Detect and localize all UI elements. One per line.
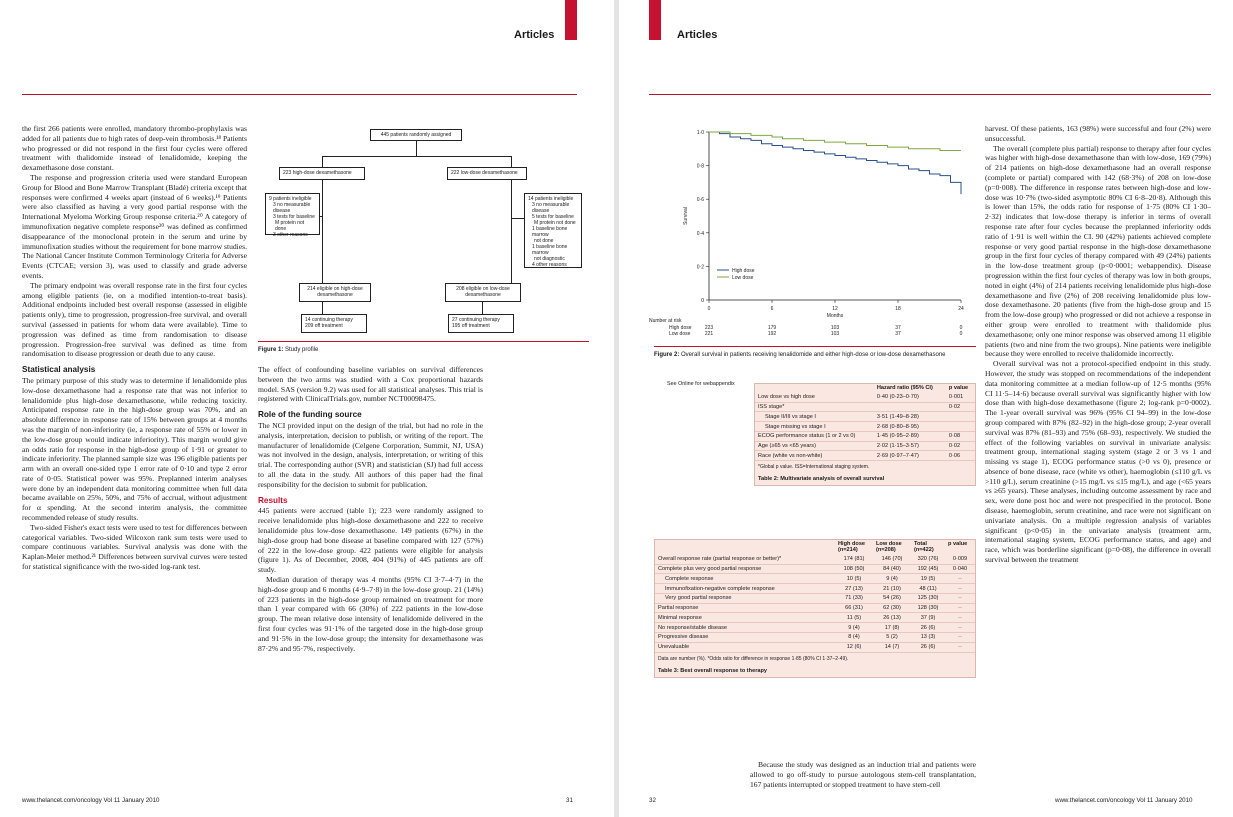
table-row [755,451,975,461]
table-row [655,642,975,652]
y-tick-label: 0·8 [696,163,704,170]
table-row [755,393,975,402]
flow-box-high-dose: 223 high-dose dexamethasone [279,167,365,180]
table-cell: 9 (4) [873,574,911,584]
figure-2-survival-chart [649,118,979,346]
page-header: Articles [514,29,555,41]
table-cell: 192 (45) [911,564,945,574]
table-cell: 13 (3) [911,633,945,643]
table-cell: 19 (5) [911,574,945,584]
table-cell: 12 (6) [835,642,873,652]
header-red-bar [565,0,577,40]
table-cell: 125 (30) [911,593,945,603]
table-cell: 0·009 [945,555,975,564]
table-3-caption: Table 3: Best overall response to therapy [658,667,768,674]
table-row [755,402,975,412]
series-line-low-dose [709,132,961,150]
table-cell-label: Stage missing vs stage I [755,422,874,432]
figure-1-caption: Figure 1: Study profile [258,347,319,353]
flow-box-continuing-low: 27 continuing therapy 195 off treatment [448,314,514,333]
left-column-1 [22,124,247,804]
table-row [655,574,975,584]
table-row [655,555,975,564]
at-risk-value: 37 [895,331,901,337]
table-cell-label: Minimal response [655,613,835,623]
x-tick-label: 12 [832,306,838,312]
at-risk-value: 179 [767,325,777,331]
paragraph: the first 266 patients were enrolled, mandatory thrombo-prophylaxis was added for all patients due to high rates of deep-vein thrombosis.¹⁸ Patients who progressed or did not respond in the first four cycles were offered treatment with thalidomide instead of lenalidomide, keeping the dexamethasone dose constant. [22,124,247,173]
left-page [0,0,614,817]
section-heading: Role of the funding source [258,410,362,420]
table-header [755,384,874,393]
table-cell-label: Very good partial response [655,593,835,603]
header-red-bar [649,0,661,40]
table-cell: 48 (11) [911,584,945,594]
flow-connector [511,156,512,167]
flow-box-eligible-low: 208 eligible on low-dose dexamethasone [445,283,521,302]
table-cell: 128 (30) [911,603,945,613]
table-cell: 27 (13) [835,584,873,594]
table-row [655,584,975,594]
table-cell: ·· [945,623,975,633]
table-cell-label: Progressive disease [655,633,835,643]
table-cell: ·· [945,593,975,603]
flow-box-ineligible-low: 14 patients ineligible 3 no measurable disease 5 tests for baseline M protein not done 1 baseline bone marrow not done 1 baseline bone marrow not diagnostic 4 other reasons [524,193,582,268]
table-note: *Global p value. ISS=International staging system. [758,464,870,471]
figure-rule [654,346,976,347]
table-cell-label: Immunofixation-negative complete response [655,584,835,594]
x-axis-label: Months [826,313,844,319]
table-cell: 71 (33) [835,593,873,603]
table-cell-label: No response/stable disease [655,623,835,633]
table-2 [754,383,976,486]
table-header: p value [948,541,968,548]
table-row [655,613,975,623]
table-3 [654,539,976,678]
at-risk-value: 103 [830,325,840,331]
at-risk-value: 0 [959,325,963,331]
table-cell: 2·69 (0·97–7·47) [874,451,946,461]
online-appendix-note: See Online for webappendix [667,381,735,387]
table-cell: 0·040 [945,564,975,574]
table-cell [874,402,946,412]
table-row [755,441,975,451]
figure-2-caption: Figure 2: Overall survival in patients receiving lenalidomide and either high-dose or low-dose dexamethasone [654,352,946,358]
table-cell-label: Stage II/III vs stage I [755,412,874,422]
table-header: Low dose (n=208) [876,541,902,554]
page-number: 31 [566,797,573,804]
x-tick-label: 24 [958,306,964,312]
paragraph: Overall survival was not a protocol-specified endpoint in this study. However, the study was stopped on recommendations of the independent data monitoring committee at a median follow-up of 12·5 months (95% CI 11·5–14·6) because overall survival was significantly higher with low dose than with high-dose dexamethasone (figure 2; log-rank p=0·0002). The 1-year overall survival was 96% (95% CI 94–99) in the low-dose group compared with 87% (82–92) in the high-dose group; 2-year overall survival was 87% (81–93) and 75% (68–93), respectively. We studied the effect of the following variables on survival in univariate analysis: treatment group, international staging system (stage 2 or 3 vs 1 and missing vs stage 1), ECOG performance status (>0 vs 0), presence or absence of bone disease, race (white vs other), haemoglobin (≤110 g/L vs >110 g/L), serum creatinine (>15 mg/L vs ≤15 mg/L), and age (<65 years vs ≥65 years). These analyses, including outcome assessment by race and sex, were done post hoc and were not prespecified in the protocol. Bone disease, haemoglobin, serum creatinine, and race were not significant on univariate analysis. On a multiple regression analysis of variables significant (p<0·05) in the univariate analysis (treatment arm, international staging system, ECOG performance status, and age) and race, which was borderline significant (p=0·08), the difference in overall survival between the treatment [985,359,1211,565]
paragraph: The primary purpose of this study was to determine if lenalidomide plus low-dose dexamethasone had a response rate that was not inferior to lenalidomide plus high-dose dexamethasone, while reducing toxicity. Anticipated response rate in the high-dose group was 70%, and an absolute difference in response rate of 15% between groups at 4 months was the margin of non-inferiority (ie, a response rate of 55% or lower in the low-dose group would indicate inferiority). This margin would give an odds ratio for response in the high-dose group of 1·91 or greater to indicate inferiority. The planned sample size was 196 eligible patients per arm with an overall one-sided type 1 error rate of 0·10 and type 2 error rate of 0·05. Statistical power was 95%. Preplanned interim analyses were done by an independent data monitoring committee when full data became available on 25%, 50%, and 75% of accrual, without adjustment for α spending. At the second interim analysis, the committee recommended release of study results. [22,375,247,523]
table-cell: 0·02 [946,441,975,451]
right-page [619,0,1233,817]
section-heading: Statistical analysis [22,365,96,375]
flow-connector [322,156,511,157]
flow-connector [482,302,483,314]
flow-connector [322,156,323,167]
table-cell: 0·40 (0·23–0·70) [874,393,946,402]
table-cell: 0·06 [946,451,975,461]
table-cell: 37 (9) [911,613,945,623]
paragraph: Median duration of therapy was 4 months (95% CI 3·7–4·7) in the high-dose group and 6 months (4·9–7·8) in the low-dose group. 21 (14%) of 223 patients in the high-dose group remained on treatment for more than 1 year compared with 66 (30%) of 222 patients in the low-dose group. The mean relative dose intensity of lenalidomide delivered in the first four cycles was 91·1% of the targeted dose in the high-dose group and 91·5% in the low-dose group; the intensity for dexamethasone was 87·2% and 95·7%, respectively. [258,574,483,653]
table-cell-label: Low dose vs high dose [755,393,874,402]
table-row [755,412,975,422]
footer-url: www.thelancet.com/oncology Vol 11 January 2010 [22,797,160,804]
series-line-high-dose [709,132,961,194]
table-cell: 0·001 [946,393,975,402]
table-cell: 0·02 [946,402,975,412]
table-cell: 66 (31) [835,603,873,613]
table-cell-label: Complete response [655,574,835,584]
flow-connector [322,180,323,283]
table-cell-label: Unevaluable [655,642,835,652]
paragraph: The response and progression criteria used were standard European Group for Blood and Bone Marrow Transplant (Bladé) criteria except that responses were confirmed 4 weeks apart (instead of 6 weeks).¹⁹ Patients were also classified as having a very good partial response with the International Myeloma Working Group response criteria.²⁰ A category of immunofixation negative complete response²⁰ was defined as confirmed disappearance of the monoclonal protein in the serum and urine by immunofixation studies without the requirement for bone marrow studies. The National Cancer Institute Common Terminology Criteria for Adverse Events (CTCAE; version 3), was used to classify and grade adverse events. [22,172,247,280]
table-row [655,633,975,643]
table-cell: 62 (30) [873,603,911,613]
table-cell: 26 (13) [873,613,911,623]
right-column-2-bottom [750,760,976,806]
legend-label: Low dose [732,275,754,281]
flow-box-low-dose: 222 low-dose dexamethasone [447,167,527,180]
table-cell-label: ECOG performance status (1 or 2 vs 0) [755,431,874,441]
paragraph: 445 patients were accrued (table 1); 223 were randomly assigned to receive lenalidomide plus high-dose dexamethasone and 222 to receive lenalidomide plus low-dose dexamethasone. 149 patients (67%) in the high-dose group had bone disease at baseline compared with 127 (57%) of 222 in the low-dose group. 422 patients were eligible for analysis (figure 1). As of December, 2008, 404 (91%) of 445 patients are off study. [258,506,483,575]
paragraph: Two-sided Fisher's exact tests were used to test for differences between categorical variables. Two-sided Wilcoxon rank sum tests were used to compare continuous variables. Survival analysis was done with the Kaplan-Meier method.²¹ Differences between survival curves were tested for statistical significance with the two-sided log-rank test. [22,522,247,572]
table-row [655,593,975,603]
flow-connector [320,216,322,217]
table-row [655,623,975,633]
table-cell-label: Race (white vs non-white) [755,451,874,461]
flow-box-ineligible-high: 9 patients ineligible 3 no measurable disease 3 tests for baseline M protein not done 3 other reasons [265,193,320,235]
page-header: Articles [677,29,718,41]
right-column-3 [985,124,1211,806]
flow-connector [511,180,512,283]
table-cell: 320 (76) [911,555,945,564]
at-risk-value: 0 [959,331,963,337]
table-cell: 5 (2) [873,633,911,643]
at-risk-value: 221 [704,331,714,337]
y-tick-label: 1·0 [696,130,704,136]
table-cell: 108 (50) [835,564,873,574]
table-cell [946,422,975,432]
table-row [755,422,975,432]
table-cell-label: Partial response [655,603,835,613]
y-tick-label: 0 [701,298,704,304]
paragraph: The overall (complete plus partial) response to therapy after four cycles was higher with high-dose dexamethasone than with low-dose, 169 (79%) of 214 patients on high-dose dexamethasone had an overall response (complete or partial) compared with 142 (68·3%) of 208 on low-dose (p=0·008). The difference in response rates between high-dose and low-dose was 10·7% (two-sided asymptotic 80% CI 6·8–20·8). Although this is lower than 15%, the odds ratio for response of 1·75 (80% CI 1·30–2·32) indicates that low-dose therapy is inferior in terms of overall response rate after four cycles because the preplanned inferiority odds ratio of 1·91 is well within the CI. 90 (42%) patients achieved complete response or very good partial response in the high-dose dexamethasone group in the first four cycles of therapy compared with 49 (24%) patients in the low-dose treatment group (p<0·0001; webappendix). Disease progression within the first four cycles of therapy was low in both groups, noted in eight (4%) of 214 patients receiving lenalidomide plus high-dose dexamethasone and five (2%) of 208 receiving lenalidomide plus low-dose dexamethasone. 20 patients (five from the high-dose group and 15 from the low-dose group) who progressed or did not achieve a response in either group were enrolled to treatment with thalidomide plus dexamethasone; only one minor response was observed among 11 eligible patients (two and nine from the two groups). Nine patients were ineligible because they were enrolled to receive thalidomide incorrectly. [985,143,1211,359]
x-tick-label: 0 [707,306,711,312]
at-risk-row-label: High dose [669,325,692,331]
table-cell: 2·02 (1·15–3·57) [874,441,946,451]
table-cell: ·· [945,584,975,594]
table-cell [946,412,975,422]
section-heading-results: Results [258,495,288,505]
header-rule [22,94,577,95]
flow-connector [322,302,323,314]
table-cell: 26 (6) [911,623,945,633]
table-cell: 17 (8) [873,623,911,633]
paragraph: The NCI provided input on the design of the trial, but had no role in the analysis, interpretation, decision to publish, or writing of the report. The manufacturer of lenalidomide (Celgene Corporation, Summit, NJ, USA) was not involved in the design, analysis, interpretation, or writing of this trial. The corresponding author (SVR) and statistician (SJ) had full access to all the data in the study. All authors of this paper had the final responsibility for the decision to submit for publication. [258,420,483,489]
table-cell: 11 (5) [835,613,873,623]
table-header [655,540,835,555]
table-cell-label: ISS stage* [755,402,874,412]
table-note: Data are number (%). *Odds ratio for difference in response 1·85 (80% CI 1·37–2·49). [658,655,849,662]
figure-rule [258,341,589,342]
flow-connector [416,141,417,156]
table-cell-label: Complete plus very good partial response [655,564,835,574]
table-header: High dose (n=214) [838,541,866,554]
paragraph: The effect of confounding baseline variables on survival differences between the two arms was studied with a Cox proportional hazards model. SAS (version 9.2) was used for all statistical analyses. This trial is registered with ClinicalTrials.gov, number NCT00098475. [258,365,483,404]
flow-box-continuing-high: 14 continuing therapy 209 off treatment [301,314,367,333]
table-cell: 2·68 (0·80–8·95) [874,422,946,432]
flow-connector [512,218,524,219]
at-risk-value: 223 [704,325,714,331]
table-row [655,564,975,574]
y-tick-label: 0·6 [696,197,704,204]
table-cell-label: Age (≥65 vs <65 years) [755,441,874,451]
at-risk-row-label: Low dose [669,331,691,337]
table-cell: 1·45 (0·95–2·89) [874,431,946,441]
page-number: 32 [649,797,656,804]
table-cell: 10 (5) [835,574,873,584]
table-cell: ·· [945,603,975,613]
at-risk-value: 192 [767,331,777,337]
y-axis-label: Survival [683,207,689,225]
table-cell: 84 (40) [873,564,911,574]
table-cell: 174 (81) [835,555,873,564]
flow-box-randomised: 445 patients randomly assigned [370,129,462,141]
at-risk-value: 103 [830,331,840,337]
table-2-caption: Table 2: Multivariate analysis of overall survival [758,476,885,483]
left-column-2 [258,365,483,805]
table-cell-label: Overall response rate (partial response or better)* [655,555,835,564]
table-cell: 0·08 [946,431,975,441]
at-risk-value: 37 [895,325,901,331]
x-tick-label: 6 [770,306,774,312]
table-cell: 14 (7) [873,642,911,652]
y-tick-label: 0·2 [696,264,704,271]
y-tick-label: 0·4 [696,230,704,237]
paragraph: The primary endpoint was overall response rate in the first four cycles among eligible patients (ie, on a modified intention-to-treat basis). Additional endpoints included best overall response (assessed in eligible patients only), time to progression, progression-free survival, and overall survival (assessed in patients for whom data were available). Time to progression was defined as time from randomisation to disease progression. Progression-free survival was defined as time from randomisation to disease progression or death due to any cause. [22,280,247,359]
table-header: p value [948,385,969,392]
at-risk-title: Number at risk [649,318,682,324]
table-cell: 146 (70) [873,555,911,564]
table-cell: 3·51 (1·49–8·28) [874,412,946,422]
paragraph: harvest. Of these patients, 163 (98%) were successful and four (2%) were unsuccessful. [985,124,1211,143]
flow-box-eligible-high: 214 eligible on high-dose dexamethasone [299,283,371,302]
table-header: Hazard ratio (95% CI) [876,385,933,392]
table-cell: ·· [945,574,975,584]
footer-url: www.thelancet.com/oncology Vol 11 January 2010 [1055,797,1193,804]
table-cell: 21 (10) [873,584,911,594]
paragraph: Because the study was designed as an induction trial and patients were allowed to go off-study to pursue autologous stem-cell transplantation, 167 patients interrupted or stopped treatment to have stem-cell [750,760,976,789]
table-cell: 8 (4) [835,633,873,643]
table-cell: 9 (4) [835,623,873,633]
table-row [655,603,975,613]
table-cell: ·· [945,642,975,652]
table-cell: ·· [945,633,975,643]
table-cell: ·· [945,613,975,623]
table-cell: 26 (6) [911,642,945,652]
x-tick-label: 18 [895,306,901,312]
legend-label: High dose [732,268,755,274]
table-row [755,431,975,441]
table-cell: 54 (26) [873,593,911,603]
table-header: Total (n=422) [914,541,934,554]
header-rule [649,94,1211,95]
